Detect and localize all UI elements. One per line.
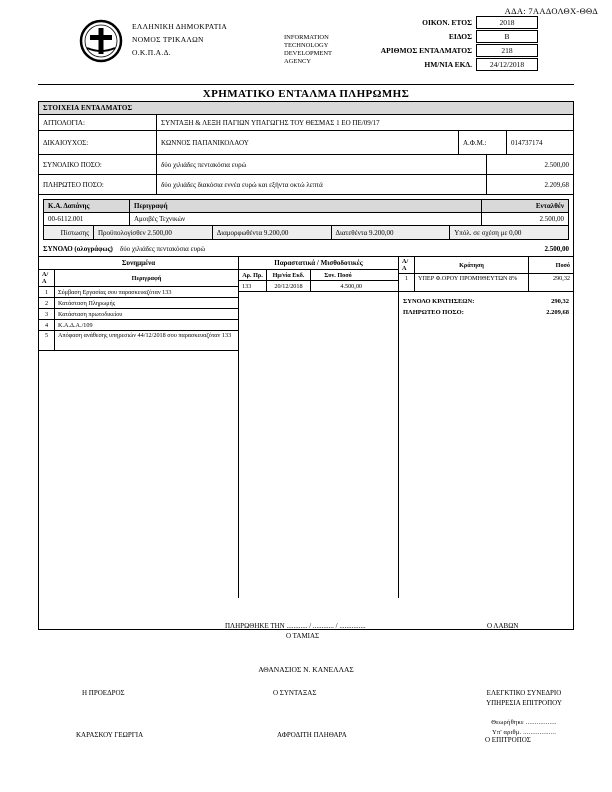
- attachment-desc: Κ.Α.Δ.Α./109: [58, 321, 93, 329]
- net-payable-label: ΠΛΗΡΩΤΕΟ ΠΟΣΟ:: [403, 309, 464, 316]
- signature-name-center: ΑΦΡΟΔΙΤΗ ΠΛΗΘΑΡΑ: [277, 731, 347, 739]
- kae-total-words: δύο χιλιάδες πεντακόσια ευρώ: [119, 245, 206, 253]
- signature-name-left: ΚΑΡΑΣΚΟΥ ΓΕΩΡΓΙΑ: [76, 731, 144, 739]
- signature-drafter: Ο ΣΥΝΤΑΞΑΣ: [273, 689, 317, 697]
- budget-item-2: [213, 226, 332, 239]
- kae-budget-row: [44, 226, 568, 239]
- field-row-aitiologia: [39, 115, 573, 131]
- field-row-beneficiary: [39, 131, 573, 155]
- audit-line-1: ΕΛΕΓΚΤΙΚΟ ΣΥΝΕΔΡΙΟ: [486, 689, 562, 697]
- audit-dots-2: Υπ' αριθμ. ..................: [491, 729, 557, 736]
- field-row-net-amount: [39, 175, 573, 195]
- attachments-header-desc: Περιγραφή: [131, 274, 162, 282]
- net-payable-value: 2.209,68: [546, 309, 569, 316]
- kae-table-wrapper: [39, 195, 573, 240]
- deductions-header-amount: Ποσό: [555, 261, 570, 269]
- budget-item-1-label: Προϋπολογίσθεν: [98, 228, 146, 237]
- greek-emblem-icon: [78, 18, 124, 64]
- document-header: [78, 16, 538, 82]
- budget-item-3-label: Διατεθέντα: [335, 228, 368, 237]
- label-net-amount: ΠΛΗΡΩΤΕΟ ΠΟΣΟ:: [39, 175, 157, 194]
- budget-item-3: [332, 226, 451, 239]
- header-label-year: ΟΙΚΟΝ. ΕΤΟΣ: [422, 18, 472, 27]
- cashier-label: Ο ΤΑΜΙΑΣ: [286, 632, 320, 640]
- payroll-header-amount: Συν. Ποσό: [324, 271, 352, 279]
- deductions-header-no: Α/Α: [399, 257, 415, 273]
- budget-label: Πίστωσης: [44, 226, 94, 239]
- lower-tables: [39, 256, 573, 598]
- header-value-year: 2018: [476, 16, 538, 29]
- value-afm: 014737174: [511, 138, 543, 147]
- section-header-details: ΣΤΟΙΧΕΙΑ ΕΝΤΑΛΜΑΤΟΣ: [39, 102, 573, 115]
- list-item: [39, 287, 238, 298]
- header-label-number: ΑΡΙΘΜΟΣ ΕΝΤΑΛΜΑΤΟΣ: [380, 46, 472, 55]
- header-label-type: ΕΙΔΟΣ: [448, 32, 472, 41]
- kae-total-row: [39, 242, 573, 256]
- header-label-date: ΗΜ/ΝΙΑ ΕΚΔ.: [424, 60, 472, 69]
- header-field-year: [288, 16, 538, 29]
- attachments-header-no: Α/Α: [39, 270, 55, 286]
- label-afm: Α.Φ.Μ.:: [459, 131, 507, 154]
- value-beneficiary: ΚΩΝΝΟΣ ΠΑΠΑΝΙΚΟΛΑΟΥ: [157, 131, 459, 154]
- deduction-no: 1: [399, 274, 415, 291]
- attachments-table: [39, 257, 239, 598]
- budget-item-3-value: 9.200,00: [369, 228, 394, 237]
- payroll-header-no: Αρ. Πρ.: [239, 270, 267, 280]
- header-value-date: 24/12/2018: [476, 58, 538, 71]
- deduction-amount: 290,32: [552, 275, 570, 282]
- audit-line-2: ΥΠΗΡΕΣΙΑ ΕΠΙΤΡΟΠΟΥ: [486, 699, 562, 707]
- kae-table-header: [44, 200, 568, 213]
- budget-item-1: [94, 226, 213, 239]
- kae-total-label-text: ΣΥΝΟΛΟ (ολογράφως): [43, 245, 113, 253]
- deductions-table: [399, 257, 573, 598]
- kae-total-amount: 2.500,00: [544, 245, 569, 253]
- kae-cell-code: 00-6112.001: [44, 213, 130, 225]
- attachment-no: 3: [39, 309, 55, 319]
- list-item: [39, 320, 238, 331]
- attachment-desc: Σύμβαση Εργασίας σου παρασκευαζόταν 133: [58, 288, 172, 296]
- budget-item-4: [450, 226, 568, 239]
- header-value-type: Β: [476, 30, 538, 43]
- kae-header-code: Κ.Α. Δαπάνης: [44, 200, 130, 212]
- kae-cell-amount: 2.500,00: [539, 215, 564, 223]
- value-aitiologia: ΣΥΝΤΑΞΗ & ΛΕΞΗ ΠΑΓΙΩΝ ΥΠΑΓΩΓΗΣ ΤΟΥ ΘΕΣΜΑΣ 1 ΕΟ ΠΕ/09/17: [161, 118, 380, 127]
- main-form-frame: [38, 101, 574, 630]
- label-aitiologia: ΑΙΤΙΟΛΟΓΙΑ:: [39, 115, 157, 130]
- deductions-header-name: Κράτηση: [415, 257, 529, 273]
- org-line-1: ΕΛΛΗΝΙΚΗ ΔΗΜΟΚΡΑΤΙΑ: [132, 22, 228, 31]
- payroll-title: Παραστατικά / Μισθοδοτικές: [239, 257, 398, 270]
- receiver-label: Ο ΛΑΒΩΝ: [487, 622, 519, 630]
- value-net-amount-words: δύο χιλιάδες διακόσια εννέα ευρώ και εξήντα οκτώ λεπτά: [157, 175, 487, 194]
- value-net-amount: 2.209,68: [544, 180, 569, 189]
- budget-item-1-value: 2.500,00: [147, 228, 172, 237]
- list-item: [39, 298, 238, 309]
- attachment-desc: Απόφαση ανάθεσης υπηρεσιών 44/12/2018 σου παρασκευαζόταν 133: [58, 332, 232, 339]
- kae-cell-desc: Αμοιβές Τεχνικών: [130, 213, 482, 225]
- ada-code: ΑΔΑ: 7ΑΑΔΟΛΘΧ-ΘΘΔ: [504, 6, 598, 16]
- payroll-cell-no: 133: [239, 281, 267, 291]
- net-payable-row: [399, 307, 573, 318]
- attachments-title: Συνημμένα: [39, 257, 238, 270]
- org-line-2: ΝΟΜΟΣ ΤΡΙΚΑΛΩΝ: [132, 35, 204, 44]
- organization-block: [132, 20, 227, 59]
- center-signature-name: ΑΘΑΝΑΣΙΟΣ Ν. ΚΑΝΕΛΛΑΣ: [258, 665, 354, 674]
- page-title: ΧΡΗΜΑΤΙΚΟ ΕΝΤΑΛΜΑ ΠΛΗΡΩΜΗΣ: [202, 88, 410, 100]
- attachment-no: 5: [39, 331, 55, 350]
- budget-item-4-value: 0,00: [509, 228, 522, 237]
- deductions-total-value: 290,32: [551, 298, 569, 305]
- value-total-amount: 2.500,00: [544, 160, 569, 169]
- attachment-desc: Κατάσταση Πληρωμής: [58, 299, 116, 307]
- attachment-no: 2: [39, 298, 55, 308]
- org-line-3: Ο.Κ.Π.Α.Δ.: [132, 48, 171, 57]
- attachment-no: 1: [39, 287, 55, 297]
- signature-commissioner: Ο ΕΠΙΤΡΟΠΟΣ: [485, 736, 531, 744]
- field-row-total-amount: [39, 155, 573, 175]
- label-beneficiary: ΔΙΚΑΙΟΥΧΟΣ:: [39, 131, 157, 154]
- deductions-total-row: [399, 292, 573, 307]
- table-row: [399, 274, 573, 292]
- budget-item-4-label: Υπόλ. σε σχέση με: [454, 228, 508, 237]
- deductions-header: [399, 257, 573, 274]
- attachments-header: [39, 270, 238, 287]
- kae-total-label: [43, 245, 205, 253]
- attachment-desc: Κατάσταση πρωτοδικείου: [58, 310, 123, 318]
- signature-audit-block: [464, 688, 584, 708]
- budget-item-2-value: 9.200,00: [263, 228, 289, 237]
- kae-header-amount: Ενταλθέν: [535, 202, 564, 210]
- table-row: [44, 213, 568, 226]
- kae-header-desc: Περιγραφή: [130, 200, 482, 212]
- header-divider: [38, 84, 574, 85]
- payroll-header: [239, 270, 398, 281]
- paid-on-text: ΠΛΗΡΩΘΗΚΕ ΤΗΝ ............ / ............ / ...............: [225, 622, 366, 630]
- agency-overlay-text: INFORMATION TECHNOLOGY DEVELOPMENT AGENCY: [284, 34, 332, 65]
- attachment-no: 4: [39, 320, 55, 330]
- list-item: [39, 309, 238, 320]
- payroll-header-date: Ημ/νία Εκδ.: [267, 270, 311, 280]
- kae-table: [43, 199, 569, 240]
- payroll-cell-amount: 4.500,00: [340, 282, 362, 290]
- audit-dots-block: [464, 718, 584, 738]
- deductions-total-label: ΣΥΝΟΛΟ ΚΡΑΤΗΣΕΩΝ:: [403, 298, 475, 305]
- budget-item-2-label: Διαμορφωθέντα: [216, 228, 263, 237]
- payroll-cell-date: 20/12/2018: [267, 281, 311, 291]
- deduction-name: ΥΠΕΡ Φ.ΟΡΟΥ ΠΡΟΜΗΘΕΥΤΩΝ 8%: [415, 274, 529, 291]
- label-total-amount: ΣΥΝΟΛΙΚΟ ΠΟΣΟ:: [39, 155, 157, 174]
- audit-dots-1: Θεωρήθηκε .................: [491, 719, 557, 726]
- list-item: [39, 331, 238, 351]
- header-value-number: 218: [476, 44, 538, 57]
- table-row: [239, 281, 398, 292]
- signature-president: Η ΠΡΟΕΔΡΟΣ: [82, 689, 125, 697]
- payroll-table: [239, 257, 399, 598]
- value-total-amount-words: δύο χιλιάδες πεντακόσια ευρώ: [157, 155, 487, 174]
